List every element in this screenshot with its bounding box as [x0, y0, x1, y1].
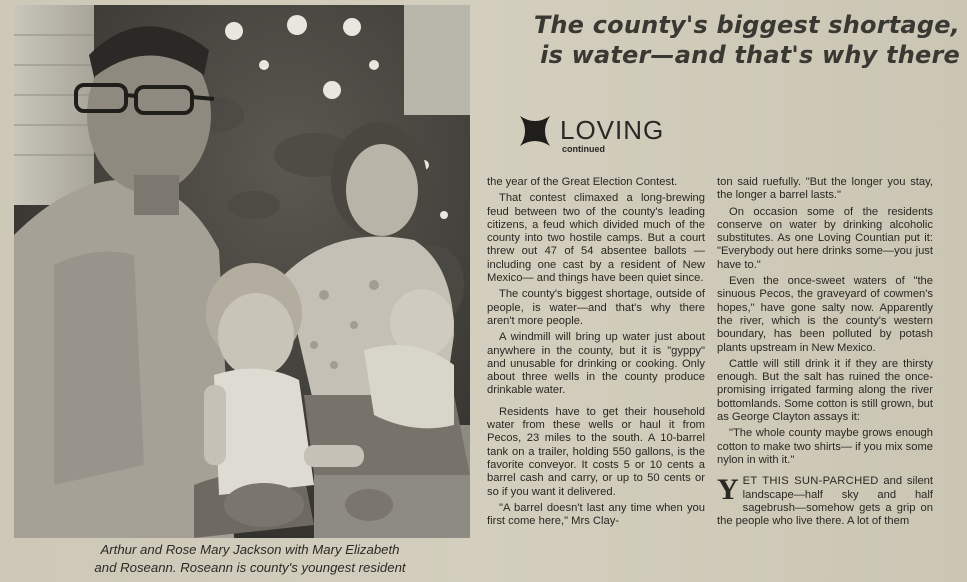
star-ornament-icon — [518, 114, 552, 148]
family-photo — [14, 5, 470, 538]
section-label — [518, 112, 718, 158]
photo-caption — [40, 541, 460, 577]
paragraph: "The whole county maybe grows enough cotton to make two shirts— if you mix some nylon in with it." — [717, 427, 933, 466]
paragraph: The county's biggest shortage, outside of people, is water—and that's why there aren't more people. — [487, 288, 705, 327]
paragraph: A windmill will bring up water just about anywhere in the county, but it is "gyppy" and unusable for drinking or cooking. Only about three wells in the county produce drinkable water. — [487, 331, 705, 397]
headline-line-2: is water—and that's why there — [540, 41, 960, 69]
paragraph-text: and silent landscape—half sky and half sagebrush—somehow gets a grip on the people who live there. A lot of them — [717, 475, 933, 528]
caption-line-2: and Roseann. Roseann is county's youngest resident — [94, 560, 406, 575]
section-continued: continued — [562, 144, 605, 154]
paragraph: the year of the Great Election Contest. — [487, 176, 678, 188]
text-column-2 — [717, 176, 933, 531]
section-title: LOVING — [560, 115, 665, 145]
family-photo-illustration — [14, 5, 470, 538]
text-column-1 — [487, 176, 705, 531]
caption-line-1: Arthur and Rose Mary Jackson with Mary Elizabeth — [100, 542, 400, 557]
paragraph: Cattle will still drink it if they are thirsty enough. But the salt has ruined the once-promising irrigated farming along the river bottomlands. Some cotton is still grown, but as George Clayton assays it: — [717, 357, 933, 424]
paragraph: Even the once-sweet waters of "the sinuous Pecos, the graveyard of cowmen's hopes," have gone salty now. Apparently the river, which is the county's western boundary, has been polluted by potash plants upstream in New Mexico. — [717, 275, 933, 354]
drop-cap: Y — [717, 473, 739, 507]
lead-in: ET THIS SUN-PARCHED — [742, 475, 879, 488]
paragraph: "A barrel doesn't last any time when you first come here," Mrs Clay- — [487, 501, 705, 528]
paragraph: That contest climaxed a long-brewing feud between two of the county's leading citizens, a feud which divided much of the county into two hostile camps. But a court threw out 47 of 54 absentee ballots — including one cast by a resident of New Mexico— and things have been quiet since. — [487, 192, 705, 285]
headline-line-1: The county's biggest shortage, — [533, 11, 960, 39]
paragraph: ton said ruefully. "But the longer you stay, the longer a barrel lasts." — [717, 176, 933, 202]
headline — [520, 10, 960, 70]
paragraph: Residents have to get their household water from these wells or haul it from Pecos, 23 miles to the south. A 10-barrel tank on a trailer, holding 550 gallons, is the favorite conveyor. It costs 5 or 10 cents a barrel cash and carry, or up to 50 cents or so if you want it delivered. — [487, 405, 705, 498]
paragraph: On occasion some of the residents conserve on water by drinking alcoholic substitutes. As one Loving Countian put it: "Everybody out here drinks some—you just have to." — [717, 205, 933, 271]
section-opening-paragraph — [717, 475, 933, 528]
